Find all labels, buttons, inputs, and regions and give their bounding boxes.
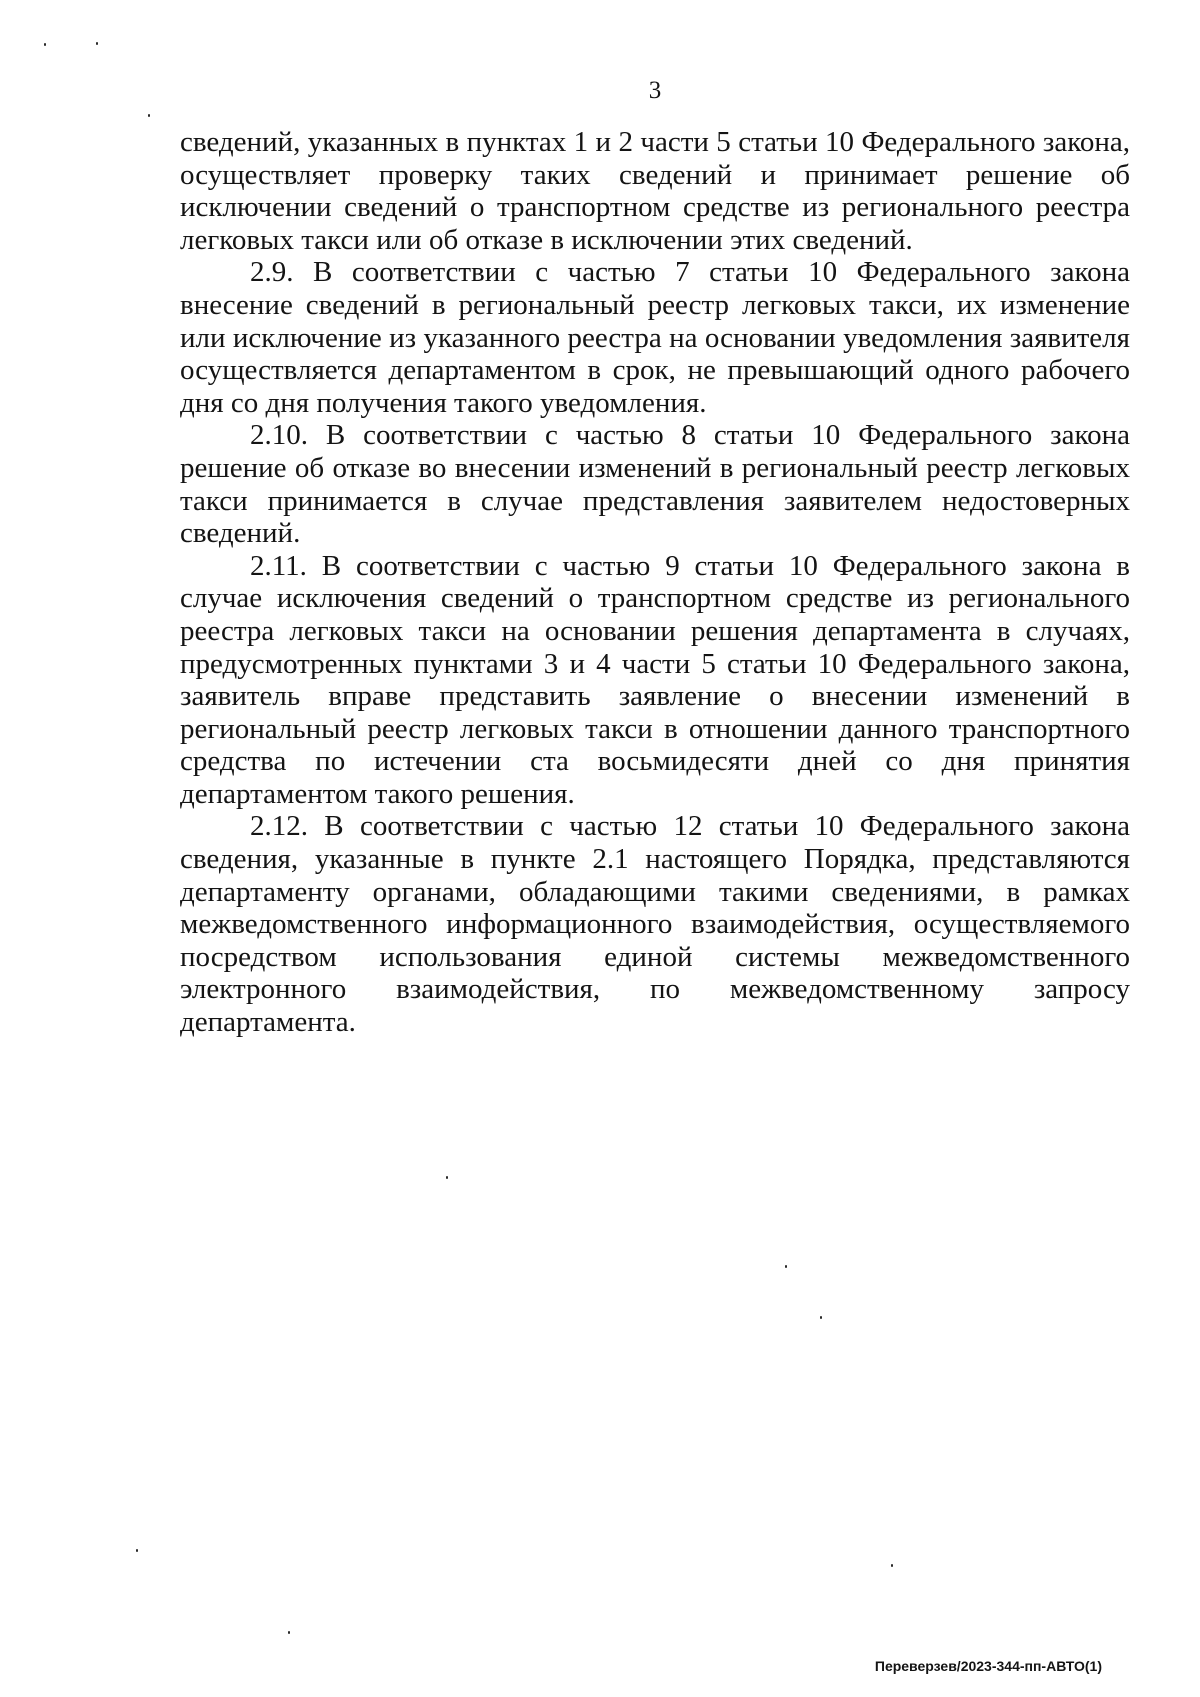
scan-speck xyxy=(96,42,98,45)
scan-speck xyxy=(136,1549,138,1552)
scan-speck xyxy=(44,43,46,46)
scan-speck xyxy=(446,1176,448,1179)
document-body xyxy=(180,126,1130,1039)
scan-speck xyxy=(820,1316,822,1319)
scan-speck xyxy=(891,1564,893,1567)
scan-speck xyxy=(148,114,150,117)
footer-document-reference: Переверзев/2023-344-пп-АВТО(1) xyxy=(874,1658,1102,1674)
paragraph-continuation: сведений, указанных в пунктах 1 и 2 части 5 статьи 10 Федерального закона, осуществляет проверку таких сведений и принимает решение об исключении сведений о транспортном средстве из регионального реестра легковых такси или об отказе в исключении этих сведений. xyxy=(180,126,1130,256)
paragraph-2-10: 2.10. В соответствии с частью 8 статьи 10 Федерального закона решение об отказе во внесении изменений в региональный реестр легковых такси принимается в случае представления заявителем недостоверных сведений. xyxy=(180,419,1130,550)
scan-speck xyxy=(785,1265,787,1268)
page-number: 3 xyxy=(648,77,662,104)
paragraph-2-9: 2.9. В соответствии с частью 7 статьи 10 Федерального закона внесение сведений в региональный реестр легковых такси, их изменение или исключение из указанного реестра на основании уведомления заявителя осуществляется департаментом в срок, не превышающий одного рабочего дня со дня получения такого уведомления. xyxy=(180,256,1130,419)
scan-speck xyxy=(288,1631,290,1634)
paragraph-2-12: 2.12. В соответствии с частью 12 статьи 10 Федерального закона сведения, указанные в пункте 2.1 настоящего Порядка, представляются департаменту органами, обладающими такими сведениями, в рамках межведомственного информационного взаимодействия, осуществляемого посредством использования единой системы межведомственного электронного взаимодействия, по межведомственному запросу департамента. xyxy=(180,810,1130,1039)
paragraph-2-11: 2.11. В соответствии с частью 9 статьи 10 Федерального закона в случае исключения сведений о транспортном средстве из регионального реестра легковых такси на основании решения департамента в случаях, предусмотренных пунктами 3 и 4 части 5 статьи 10 Федерального закона, заявитель вправе представить заявление о внесении изменений в региональный реестр легковых такси в отношении данного транспортного средства по истечении ста восьмидесяти дней со дня принятия департаментом такого решения. xyxy=(180,549,1130,810)
